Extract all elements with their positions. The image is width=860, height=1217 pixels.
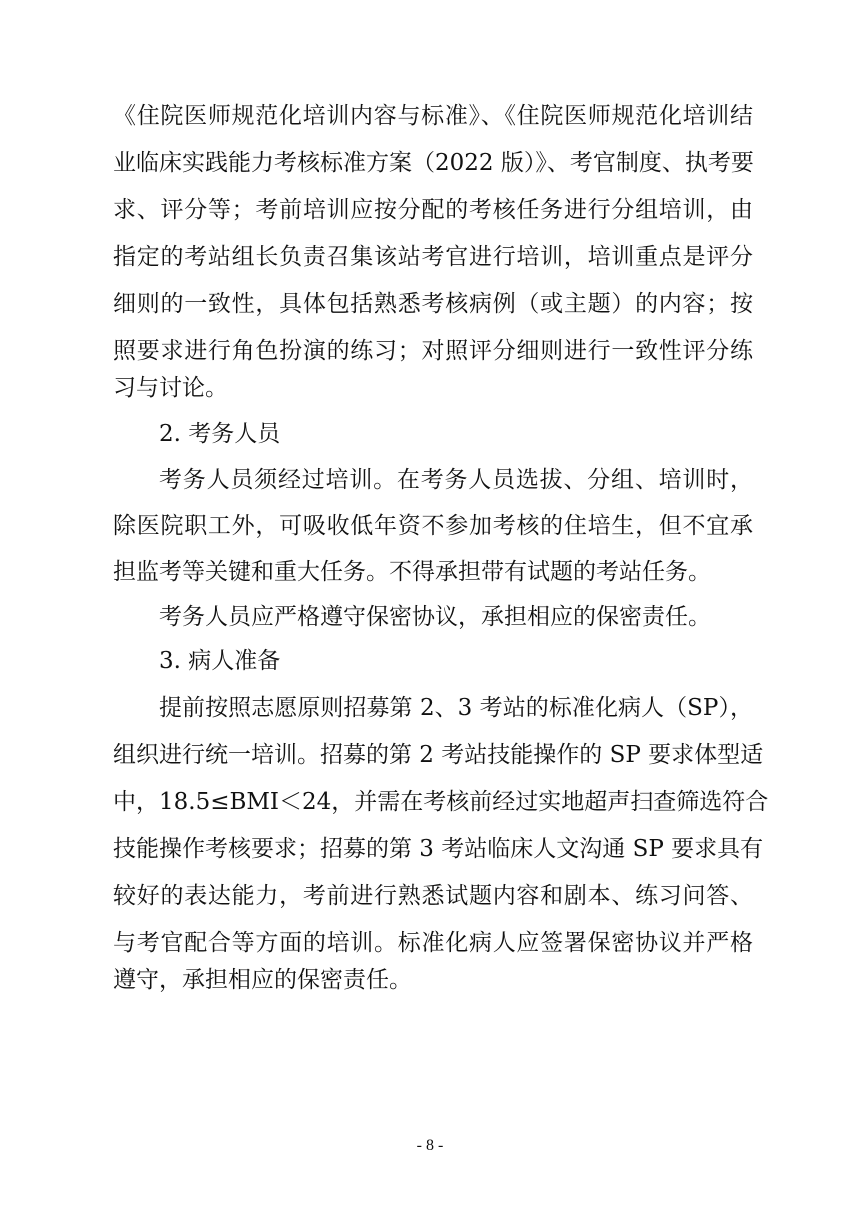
paragraph-line: 求、评分等；考前培训应按分配的考核任务进行分组培训，由 <box>113 197 753 223</box>
paragraph-line: 组织进行统一培训。招募的第 2 考站技能操作的 SP 要求体型适 <box>113 742 764 768</box>
paragraph-line: 较好的表达能力，考前进行熟悉试题内容和剧本、练习问答、 <box>113 883 753 909</box>
paragraph-line: 除医院职工外，可吸收低年资不参加考核的住培生，但不宜承 <box>113 513 753 539</box>
paragraph-line: 《住院医师规范化培训内容与标准》、《住院医师规范化培训结 <box>113 103 753 129</box>
paragraph-line: 与考官配合等方面的培训。标准化病人应签署保密协议并严格 <box>113 930 753 956</box>
paragraph-line: 指定的考站组长负责召集该站考官进行培训，培训重点是评分 <box>113 244 753 270</box>
paragraph-line: 习与讨论。 <box>113 375 228 401</box>
section-heading: 3. 病人准备 <box>159 648 281 674</box>
paragraph-line: 提前按照志愿原则招募第 2、3 考站的标准化病人（SP）， <box>159 695 753 721</box>
paragraph-line: 细则的一致性，具体包括熟悉考核病例（或主题）的内容；按 <box>113 291 753 317</box>
paragraph-line: 考务人员须经过培训。在考务人员选拔、分组、培训时， <box>159 467 753 493</box>
paragraph-line: 考务人员应严格遵守保密协议，承担相应的保密责任。 <box>159 604 711 630</box>
section-heading: 2. 考务人员 <box>159 421 281 447</box>
paragraph-line: 业临床实践能力考核标准方案（2022 版）》、考官制度、执考要 <box>113 150 754 176</box>
paragraph-line: 中，18.5≤BMI＜24，并需在考核前经过实地超声扫查筛选符合 <box>113 789 769 815</box>
page-number: - 8 - <box>416 1137 444 1154</box>
paragraph-line: 照要求进行角色扮演的练习；对照评分细则进行一致性评分练 <box>113 338 753 364</box>
paragraph-line: 担监考等关键和重大任务。不得承担带有试题的考站任务。 <box>113 559 711 585</box>
paragraph-line: 技能操作考核要求；招募的第 3 考站临床人文沟通 SP 要求具有 <box>113 836 764 862</box>
paragraph-line: 遵守，承担相应的保密责任。 <box>113 967 412 993</box>
